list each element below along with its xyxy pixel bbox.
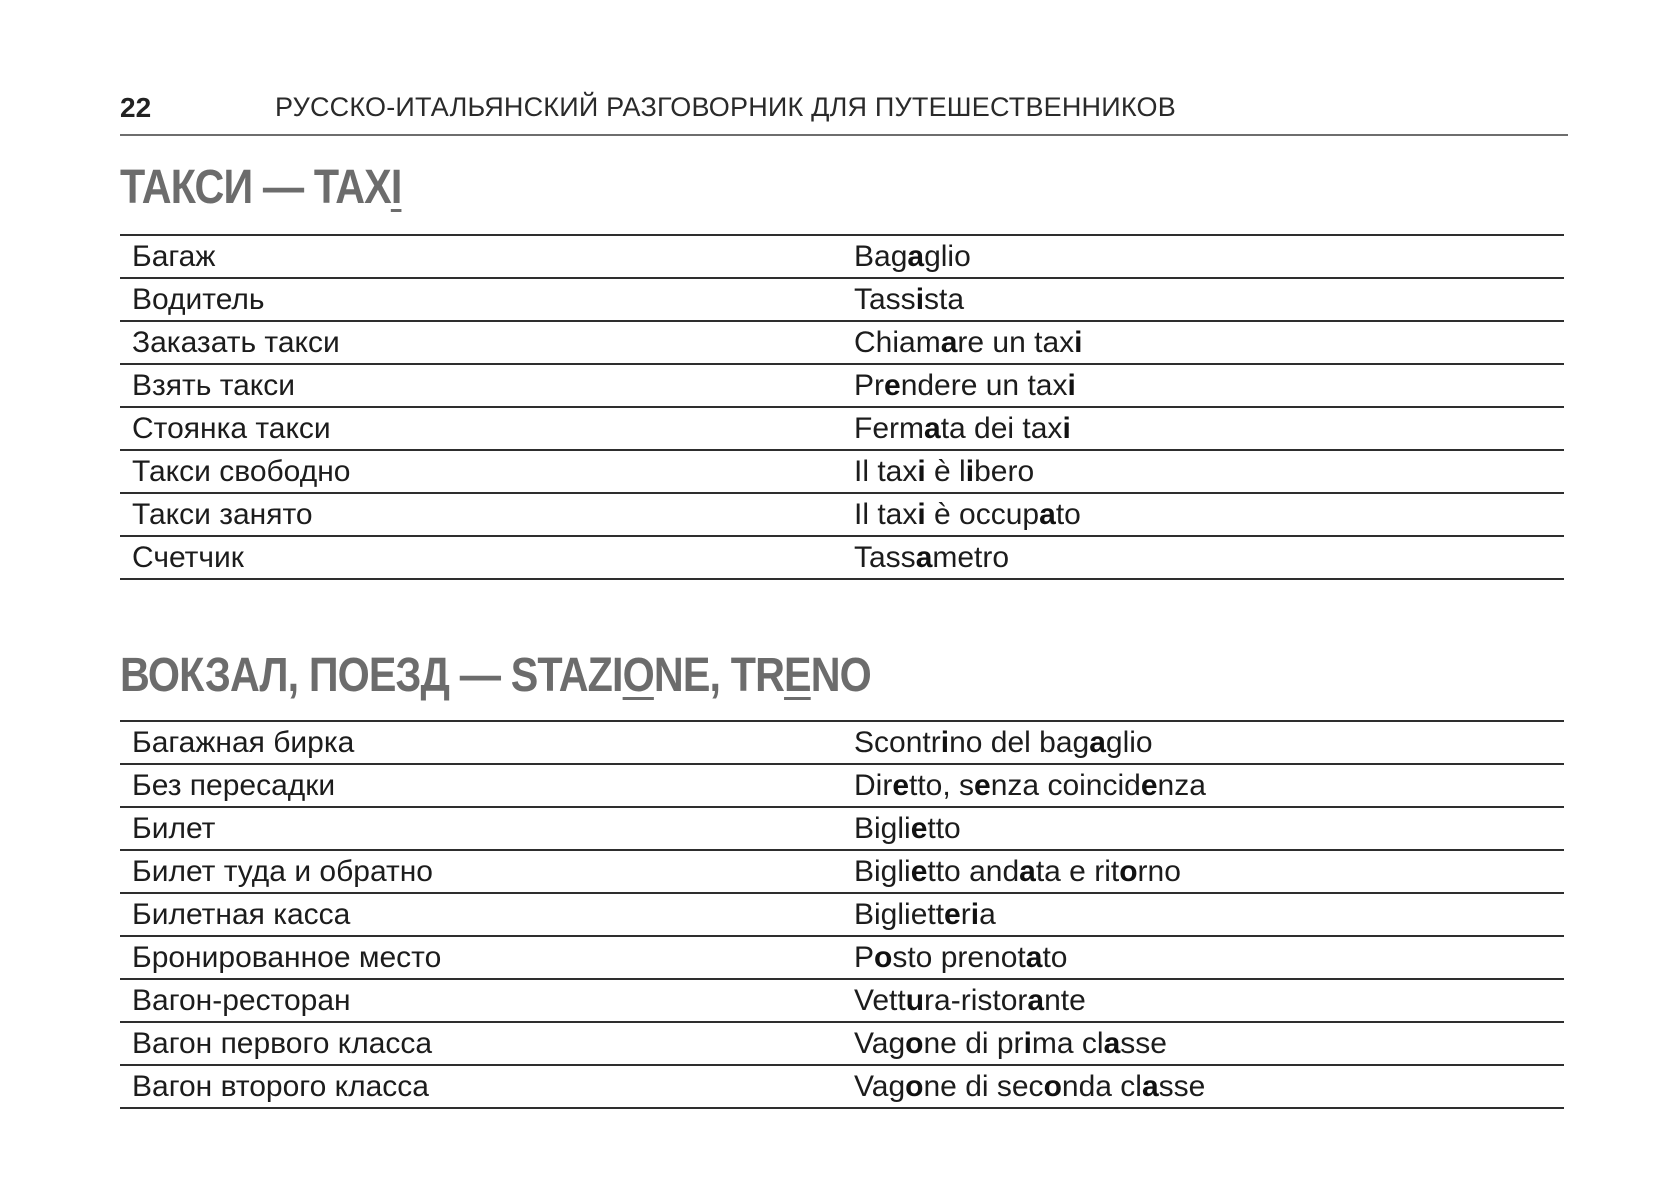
- phrase-segment: Dir: [854, 768, 893, 802]
- table-row: [120, 493, 1564, 536]
- phrase-segment: tto: [927, 811, 961, 845]
- stressed-vowel: a: [924, 411, 941, 445]
- phrase-segment: Vag: [854, 1026, 906, 1060]
- phrase-segment: glio: [924, 239, 971, 273]
- table-row: [120, 1022, 1564, 1065]
- phrase-segment: sto prenot: [892, 940, 1026, 974]
- russian-phrase: Билетная касса: [120, 893, 842, 936]
- phrase-segment: nza: [1157, 768, 1206, 802]
- title-segment: ВОКЗАЛ, ПОЕЗД — STAZI: [120, 649, 623, 702]
- stressed-vowel: e: [884, 368, 901, 402]
- table-row: [120, 721, 1564, 764]
- italian-phrase: [842, 450, 1564, 493]
- phrase-segment: ta dei tax: [940, 411, 1063, 445]
- phrase-segment: a: [979, 897, 996, 931]
- italian-phrase: [842, 850, 1564, 893]
- stressed-vowel: a: [1141, 1069, 1159, 1103]
- table-row: [120, 764, 1564, 807]
- phrase-segment: re un tax: [957, 325, 1075, 359]
- russian-phrase: Такси занято: [120, 493, 842, 536]
- italian-phrase: [842, 807, 1564, 850]
- stress-mark-letter: E: [784, 649, 811, 702]
- table-row: [120, 235, 1564, 278]
- page-number: 22: [120, 92, 152, 123]
- phrase-segment: Bigli: [854, 811, 911, 845]
- stressed-vowel: a: [1039, 497, 1056, 531]
- stressed-vowel: e: [892, 768, 910, 802]
- stressed-vowel: i: [1062, 411, 1071, 445]
- stressed-vowel: e: [944, 897, 961, 931]
- stressed-vowel: u: [905, 983, 925, 1017]
- italian-phrase: [842, 536, 1564, 579]
- phrase-segment: to: [1042, 940, 1068, 974]
- phrase-segment: sse: [1120, 1026, 1167, 1060]
- italian-phrase: [842, 321, 1564, 364]
- phrase-table-station: [120, 720, 1564, 1109]
- phrase-segment: è l: [925, 454, 966, 488]
- table-row: [120, 450, 1564, 493]
- italian-phrase: [842, 493, 1564, 536]
- stressed-vowel: i: [1067, 368, 1076, 402]
- phrase-segment: bero: [974, 454, 1035, 488]
- italian-phrase: [842, 1022, 1564, 1065]
- phrase-segment: ta e rit: [1035, 854, 1120, 888]
- russian-phrase: Вагон второго класса: [120, 1065, 842, 1108]
- table-row: [120, 278, 1564, 321]
- table-row: [120, 321, 1564, 364]
- phrase-segment: Scontr: [854, 725, 941, 759]
- phrase-segment: nda cl: [1061, 1069, 1142, 1103]
- russian-phrase: Заказать такси: [120, 321, 842, 364]
- stressed-vowel: o: [874, 940, 893, 974]
- italian-phrase: [842, 936, 1564, 979]
- russian-phrase: Багаж: [120, 235, 842, 278]
- stressed-vowel: a: [915, 540, 933, 574]
- phrase-segment: Il tax: [854, 454, 918, 488]
- phrase-segment: è occup: [925, 497, 1040, 531]
- table-row: [120, 850, 1564, 893]
- section-title-station: [120, 648, 871, 703]
- phrase-segment: tto and: [927, 854, 1020, 888]
- russian-phrase: Взять такси: [120, 364, 842, 407]
- stressed-vowel: i: [970, 897, 980, 931]
- table-row: [120, 979, 1564, 1022]
- phrase-segment: rno: [1137, 854, 1181, 888]
- russian-phrase: Стоянка такси: [120, 407, 842, 450]
- phrase-segment: Vag: [854, 1069, 906, 1103]
- italian-phrase: [842, 979, 1564, 1022]
- phrase-segment: metro: [932, 540, 1010, 574]
- table-row: [120, 536, 1564, 579]
- phrase-segment: Tass: [854, 540, 916, 574]
- stressed-vowel: o: [1119, 854, 1138, 888]
- stressed-vowel: a: [1027, 983, 1045, 1017]
- stressed-vowel: a: [1025, 940, 1043, 974]
- stressed-vowel: e: [910, 854, 928, 888]
- italian-phrase: [842, 893, 1564, 936]
- italian-phrase: [842, 235, 1564, 278]
- italian-phrase: [842, 1065, 1564, 1108]
- stressed-vowel: o: [905, 1026, 924, 1060]
- phrase-segment: tto, s: [909, 768, 975, 802]
- table-row: [120, 407, 1564, 450]
- stressed-vowel: e: [910, 811, 928, 845]
- phrase-segment: no del bag: [949, 725, 1090, 759]
- phrase-segment: ndere un tax: [900, 368, 1068, 402]
- stressed-vowel: e: [1140, 768, 1158, 802]
- phrase-segment: Vett: [854, 983, 906, 1017]
- stressed-vowel: a: [1103, 1026, 1121, 1060]
- stressed-vowel: i: [1023, 1026, 1032, 1060]
- stressed-vowel: i: [917, 497, 926, 531]
- stressed-vowel: o: [905, 1069, 924, 1103]
- russian-phrase: Водитель: [120, 278, 842, 321]
- russian-phrase: Билет туда и обратно: [120, 850, 842, 893]
- table-row: [120, 1065, 1564, 1108]
- phrase-segment: nza coincid: [990, 768, 1141, 802]
- stressed-vowel: i: [915, 282, 925, 316]
- russian-phrase: Билет: [120, 807, 842, 850]
- stressed-vowel: a: [1089, 725, 1106, 759]
- russian-phrase: Бронированное место: [120, 936, 842, 979]
- phrase-segment: Tass: [854, 282, 916, 316]
- phrase-segment: Ferm: [854, 411, 924, 445]
- phrase-segment: nte: [1044, 983, 1086, 1017]
- stressed-vowel: a: [907, 239, 925, 273]
- phrase-segment: ne di sec: [923, 1069, 1044, 1103]
- section-title-taxi: [120, 160, 401, 215]
- phrase-segment: ne di pr: [923, 1026, 1024, 1060]
- table-row: [120, 936, 1564, 979]
- russian-phrase: Такси свободно: [120, 450, 842, 493]
- page-header: [120, 88, 1568, 136]
- stress-mark-letter: I: [390, 161, 402, 214]
- phrase-segment: Bigli: [854, 854, 911, 888]
- stressed-vowel: a: [940, 325, 958, 359]
- table-row: [120, 807, 1564, 850]
- phrase-segment: to: [1055, 497, 1081, 531]
- phrase-table-taxi: [120, 234, 1564, 580]
- stressed-vowel: a: [1019, 854, 1036, 888]
- phrase-segment: Pr: [854, 368, 884, 402]
- phrase-segment: Chiam: [854, 325, 941, 359]
- stressed-vowel: o: [1043, 1069, 1062, 1103]
- phrase-segment: ra-ristor: [924, 983, 1028, 1017]
- table-row: [120, 893, 1564, 936]
- title-segment: ТАКСИ — TAX: [120, 161, 391, 214]
- stressed-vowel: i: [940, 725, 950, 759]
- italian-phrase: [842, 364, 1564, 407]
- phrase-segment: r: [960, 897, 971, 931]
- running-title: РУССКО-ИТАЛЬЯНСКИЙ РАЗГОВОРНИК ДЛЯ ПУТЕШЕСТВЕННИКОВ: [275, 92, 1176, 122]
- phrase-segment: P: [854, 940, 875, 974]
- russian-phrase: Счетчик: [120, 536, 842, 579]
- italian-phrase: [842, 764, 1564, 807]
- stressed-vowel: i: [965, 454, 975, 488]
- title-segment: NO: [810, 649, 871, 702]
- italian-phrase: [842, 407, 1564, 450]
- phrase-segment: sta: [924, 282, 965, 316]
- stressed-vowel: e: [974, 768, 991, 802]
- italian-phrase: [842, 278, 1564, 321]
- stressed-vowel: i: [1074, 325, 1083, 359]
- russian-phrase: Вагон первого класса: [120, 1022, 842, 1065]
- italian-phrase: [842, 721, 1564, 764]
- stress-mark-letter: O: [622, 649, 654, 702]
- russian-phrase: Вагон-ресторан: [120, 979, 842, 1022]
- russian-phrase: Багажная бирка: [120, 721, 842, 764]
- russian-phrase: Без пересадки: [120, 764, 842, 807]
- phrase-segment: Il tax: [854, 497, 918, 531]
- phrase-segment: sse: [1158, 1069, 1206, 1103]
- phrase-segment: Bag: [854, 239, 908, 273]
- title-segment: NE, TR: [653, 649, 785, 702]
- stressed-vowel: i: [917, 454, 926, 488]
- phrase-segment: Bigliett: [854, 897, 945, 931]
- table-row: [120, 364, 1564, 407]
- phrase-segment: ma cl: [1031, 1026, 1104, 1060]
- phrase-segment: glio: [1105, 725, 1153, 759]
